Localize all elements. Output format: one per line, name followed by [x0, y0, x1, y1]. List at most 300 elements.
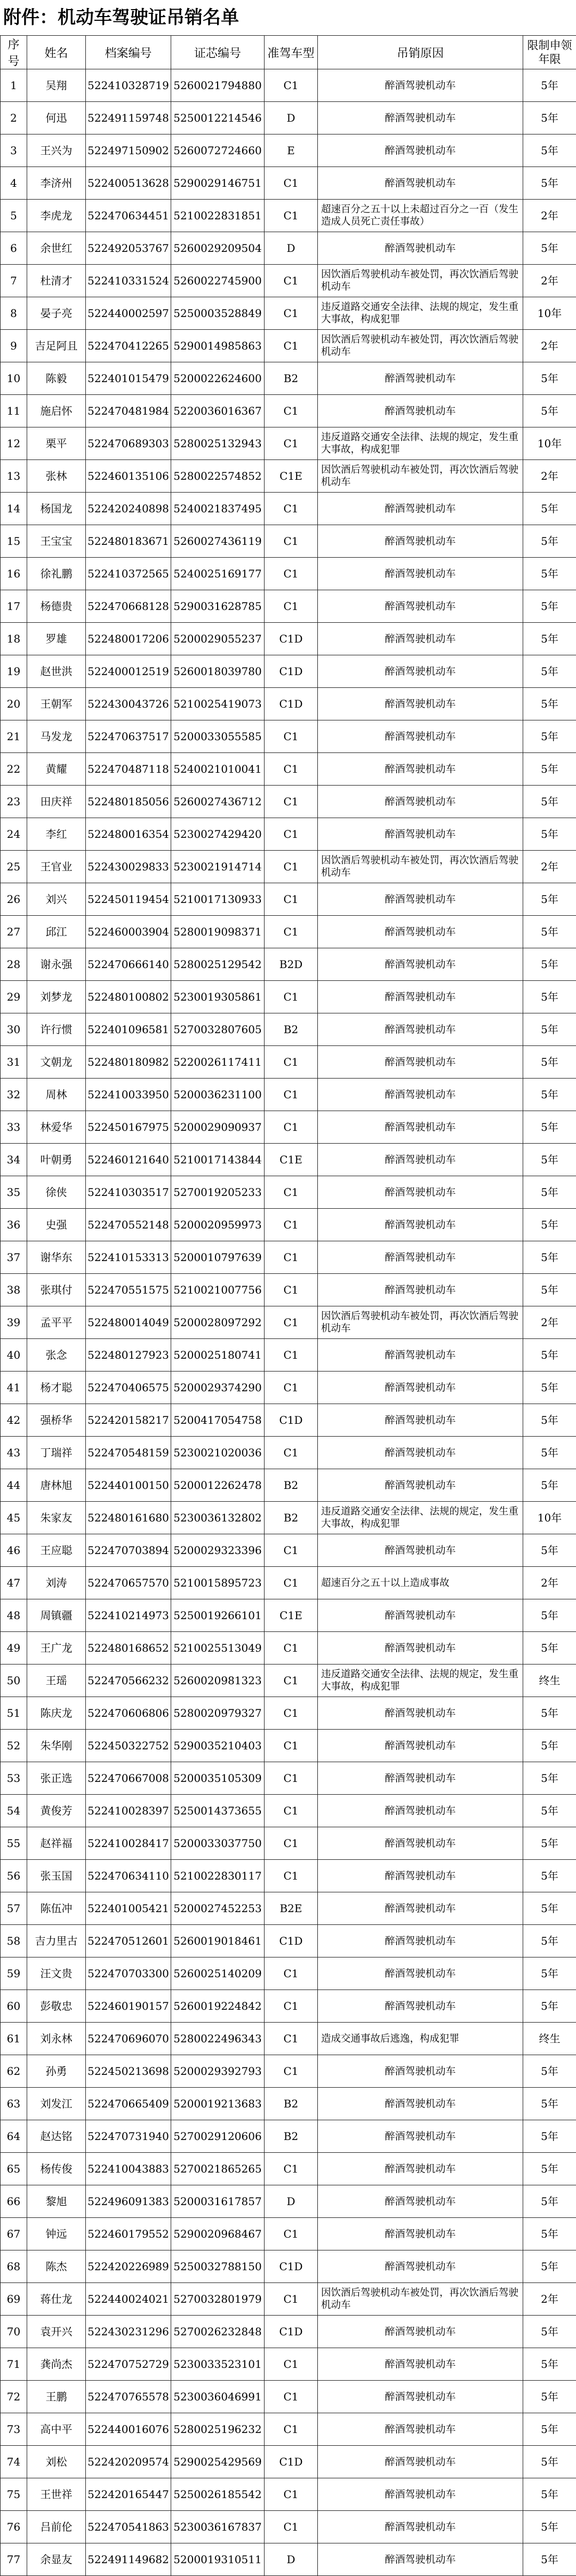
cell-limit-years: 5年 — [523, 1013, 576, 1046]
cell-seq: 50 — [1, 1665, 27, 1697]
cell-name: 杨德贵 — [27, 590, 86, 623]
cell-cert-no: 5230036046991 — [171, 2381, 265, 2413]
cell-name: 王世祥 — [27, 2478, 86, 2511]
cell-file-no: 522400513628 — [86, 167, 171, 200]
cell-name: 谢永强 — [27, 948, 86, 981]
cell-name: 王官业 — [27, 851, 86, 883]
cell-license-type: D — [265, 2543, 318, 2576]
cell-name: 刘涛 — [27, 1567, 86, 1599]
cell-cert-no: 5200035105309 — [171, 1762, 265, 1795]
table-row — [1, 2120, 576, 2153]
cell-reason: 醉酒驾驶机动车 — [318, 1860, 523, 1892]
table-row — [1, 1437, 576, 1469]
cell-license-type: C1D — [265, 1404, 318, 1437]
cell-name: 陈伍冲 — [27, 1892, 86, 1925]
cell-seq: 58 — [1, 1925, 27, 1957]
cell-name: 刘兴 — [27, 883, 86, 916]
cell-license-type: C1 — [265, 427, 318, 460]
cell-cert-no: 5210017143844 — [171, 1144, 265, 1176]
revocation-table — [0, 35, 576, 2576]
cell-file-no: 522460190157 — [86, 1990, 171, 2023]
cell-seq: 47 — [1, 1567, 27, 1599]
table-row — [1, 753, 576, 786]
cell-license-type: C1 — [265, 1046, 318, 1079]
cell-reason: 醉酒驾驶机动车 — [318, 1534, 523, 1567]
cell-limit-years: 5年 — [523, 1762, 576, 1795]
cell-name: 张琪付 — [27, 1274, 86, 1306]
cell-name: 彭敬忠 — [27, 1990, 86, 2023]
cell-license-type: C1 — [265, 1241, 318, 1274]
cell-license-type: C1 — [265, 558, 318, 590]
cell-cert-no: 5200010797639 — [171, 1241, 265, 1274]
cell-file-no: 522470412265 — [86, 330, 171, 362]
cell-reason: 违反道路交通安全法律、法规的规定，发生重大事故，构成犯罪 — [318, 297, 523, 330]
cell-seq: 33 — [1, 1111, 27, 1144]
cell-limit-years: 5年 — [523, 1209, 576, 1241]
cell-reason: 醉酒驾驶机动车 — [318, 883, 523, 916]
cell-cert-no: 5290025429569 — [171, 2446, 265, 2478]
cell-limit-years: 5年 — [523, 1534, 576, 1567]
cell-seq: 36 — [1, 1209, 27, 1241]
cell-cert-no: 5290031628785 — [171, 590, 265, 623]
cell-license-type: C1 — [265, 590, 318, 623]
cell-limit-years: 5年 — [523, 2316, 576, 2348]
cell-limit-years: 2年 — [523, 460, 576, 493]
cell-license-type: C1 — [265, 786, 318, 818]
cell-name: 徐侠 — [27, 1176, 86, 1209]
cell-license-type: E — [265, 134, 318, 167]
cell-name: 张正选 — [27, 1762, 86, 1795]
cell-file-no: 522440024021 — [86, 2283, 171, 2316]
cell-license-type: C1 — [265, 916, 318, 948]
table-row — [1, 2511, 576, 2543]
table-header-row — [1, 36, 576, 69]
cell-limit-years: 5年 — [523, 2511, 576, 2543]
cell-seq: 57 — [1, 1892, 27, 1925]
cell-reason: 醉酒驾驶机动车 — [318, 2348, 523, 2381]
cell-reason: 因饮酒后驾驶机动车被处罚，再次饮酒后驾驶机动车 — [318, 265, 523, 297]
cell-cert-no: 5230036167837 — [171, 2511, 265, 2543]
cell-name: 黎旭 — [27, 2185, 86, 2218]
cell-limit-years: 5年 — [523, 1957, 576, 1990]
cell-name: 文朝龙 — [27, 1046, 86, 1079]
table-row — [1, 558, 576, 590]
cell-seq: 10 — [1, 362, 27, 395]
table-row — [1, 720, 576, 753]
cell-license-type: C1 — [265, 2153, 318, 2185]
cell-seq: 22 — [1, 753, 27, 786]
cell-name: 马发龙 — [27, 720, 86, 753]
cell-cert-no: 5210022831851 — [171, 200, 265, 232]
cell-cert-no: 5240025169177 — [171, 558, 265, 590]
cell-file-no: 522480161680 — [86, 1502, 171, 1534]
cell-reason: 醉酒驾驶机动车 — [318, 1795, 523, 1827]
cell-limit-years: 5年 — [523, 1892, 576, 1925]
cell-seq: 74 — [1, 2446, 27, 2478]
cell-file-no: 522410372565 — [86, 558, 171, 590]
table-row — [1, 265, 576, 297]
cell-reason: 醉酒驾驶机动车 — [318, 818, 523, 851]
cell-limit-years: 5年 — [523, 493, 576, 525]
cell-reason: 醉酒驾驶机动车 — [318, 1144, 523, 1176]
cell-file-no: 522470481984 — [86, 395, 171, 427]
cell-name: 吉足阿且 — [27, 330, 86, 362]
cell-cert-no: 5210017130933 — [171, 883, 265, 916]
cell-license-type: D — [265, 102, 318, 134]
cell-license-type: C1 — [265, 883, 318, 916]
cell-name: 余显友 — [27, 2543, 86, 2576]
cell-cert-no: 5230019305861 — [171, 981, 265, 1013]
cell-cert-no: 5260029209504 — [171, 232, 265, 265]
cell-reason: 醉酒驾驶机动车 — [318, 688, 523, 720]
cell-seq: 63 — [1, 2088, 27, 2120]
cell-seq: 51 — [1, 1697, 27, 1730]
cell-license-type: C1 — [265, 1795, 318, 1827]
cell-seq: 76 — [1, 2511, 27, 2543]
cell-file-no: 522460121640 — [86, 1144, 171, 1176]
cell-name: 王兴为 — [27, 134, 86, 167]
table-row — [1, 102, 576, 134]
cell-limit-years: 5年 — [523, 623, 576, 655]
cell-reason: 违反道路交通安全法律、法规的规定，发生重大事故，构成犯罪 — [318, 1502, 523, 1534]
table-row — [1, 2055, 576, 2088]
table-row — [1, 2088, 576, 2120]
cell-seq: 52 — [1, 1730, 27, 1762]
cell-cert-no: 5240021010041 — [171, 753, 265, 786]
cell-reason: 醉酒驾驶机动车 — [318, 1990, 523, 2023]
cell-file-no: 522410303517 — [86, 1176, 171, 1209]
cell-name: 赵世洪 — [27, 655, 86, 688]
cell-file-no: 522470406575 — [86, 1372, 171, 1404]
cell-reason: 醉酒驾驶机动车 — [318, 362, 523, 395]
cell-seq: 46 — [1, 1534, 27, 1567]
cell-license-type: C1 — [265, 981, 318, 1013]
cell-name: 田庆祥 — [27, 786, 86, 818]
cell-reason: 醉酒驾驶机动车 — [318, 1372, 523, 1404]
table-row — [1, 2250, 576, 2283]
cell-file-no: 522430231296 — [86, 2316, 171, 2348]
cell-seq: 4 — [1, 167, 27, 200]
table-row — [1, 1892, 576, 1925]
cell-reason: 醉酒驾驶机动车 — [318, 525, 523, 558]
cell-limit-years: 5年 — [523, 1599, 576, 1632]
cell-name: 邱江 — [27, 916, 86, 948]
cell-cert-no: 5220036016367 — [171, 395, 265, 427]
cell-reason: 醉酒驾驶机动车 — [318, 2250, 523, 2283]
cell-reason: 醉酒驾驶机动车 — [318, 1404, 523, 1437]
cell-cert-no: 5260025140209 — [171, 1957, 265, 1990]
cell-license-type: C1 — [265, 167, 318, 200]
cell-file-no: 522480180982 — [86, 1046, 171, 1079]
cell-cert-no: 5200025180741 — [171, 1339, 265, 1372]
cell-cert-no: 5200033037750 — [171, 1827, 265, 1860]
table-row — [1, 1957, 576, 1990]
cell-seq: 37 — [1, 1241, 27, 1274]
cell-file-no: 522480183671 — [86, 525, 171, 558]
cell-license-type: C1 — [265, 1665, 318, 1697]
cell-reason: 醉酒驾驶机动车 — [318, 1892, 523, 1925]
table-row — [1, 1339, 576, 1372]
cell-file-no: 522440100150 — [86, 1469, 171, 1502]
cell-cert-no: 5280020979327 — [171, 1697, 265, 1730]
cell-file-no: 522470634451 — [86, 200, 171, 232]
cell-file-no: 522492053767 — [86, 232, 171, 265]
cell-file-no: 522497150902 — [86, 134, 171, 167]
cell-seq: 18 — [1, 623, 27, 655]
cell-file-no: 522460179552 — [86, 2218, 171, 2250]
cell-name: 吴翔 — [27, 69, 86, 102]
cell-cert-no: 5260021794880 — [171, 69, 265, 102]
cell-limit-years: 2年 — [523, 200, 576, 232]
cell-name: 孟平平 — [27, 1306, 86, 1339]
cell-reason: 醉酒驾驶机动车 — [318, 2413, 523, 2446]
cell-cert-no: 5290014985863 — [171, 330, 265, 362]
cell-cert-no: 5280025129542 — [171, 948, 265, 981]
cell-cert-no: 5210021007756 — [171, 1274, 265, 1306]
cell-limit-years: 5年 — [523, 1404, 576, 1437]
cell-limit-years: 5年 — [523, 1046, 576, 1079]
cell-license-type: C1 — [265, 2218, 318, 2250]
table-row — [1, 1241, 576, 1274]
cell-reason: 醉酒驾驶机动车 — [318, 2478, 523, 2511]
cell-license-type: C1D — [265, 1925, 318, 1957]
cell-cert-no: 5200031617857 — [171, 2185, 265, 2218]
table-row — [1, 1990, 576, 2023]
table-row — [1, 2381, 576, 2413]
table-row — [1, 460, 576, 493]
cell-name: 杨传俊 — [27, 2153, 86, 2185]
table-row — [1, 200, 576, 232]
cell-limit-years: 终生 — [523, 1665, 576, 1697]
cell-cert-no: 5220026117411 — [171, 1046, 265, 1079]
cell-name: 王广龙 — [27, 1632, 86, 1665]
cell-cert-no: 5270032801979 — [171, 2283, 265, 2316]
cell-limit-years: 5年 — [523, 2120, 576, 2153]
cell-file-no: 522420226989 — [86, 2250, 171, 2283]
cell-limit-years: 5年 — [523, 753, 576, 786]
cell-name: 李红 — [27, 818, 86, 851]
cell-file-no: 522480014049 — [86, 1306, 171, 1339]
cell-license-type: C1 — [265, 297, 318, 330]
cell-file-no: 522480168652 — [86, 1632, 171, 1665]
cell-seq: 64 — [1, 2120, 27, 2153]
cell-limit-years: 5年 — [523, 1469, 576, 1502]
cell-cert-no: 5200027452253 — [171, 1892, 265, 1925]
cell-seq: 32 — [1, 1079, 27, 1111]
cell-cert-no: 5210025419073 — [171, 688, 265, 720]
cell-seq: 9 — [1, 330, 27, 362]
cell-seq: 31 — [1, 1046, 27, 1079]
cell-name: 黄耀 — [27, 753, 86, 786]
table-row — [1, 2316, 576, 2348]
cell-cert-no: 5200029055237 — [171, 623, 265, 655]
table-row — [1, 167, 576, 200]
cell-name: 刘永林 — [27, 2023, 86, 2055]
cell-name: 汪文贵 — [27, 1957, 86, 1990]
cell-license-type: C1 — [265, 493, 318, 525]
cell-cert-no: 5250003528849 — [171, 297, 265, 330]
cell-limit-years: 5年 — [523, 1176, 576, 1209]
cell-reason: 醉酒驾驶机动车 — [318, 558, 523, 590]
cell-reason: 醉酒驾驶机动车 — [318, 69, 523, 102]
cell-cert-no: 5280025196232 — [171, 2413, 265, 2446]
cell-reason: 醉酒驾驶机动车 — [318, 1925, 523, 1957]
cell-name: 王宝宝 — [27, 525, 86, 558]
table-row — [1, 1730, 576, 1762]
cell-file-no: 522480016354 — [86, 818, 171, 851]
cell-file-no: 522401096581 — [86, 1013, 171, 1046]
cell-file-no: 522470512601 — [86, 1925, 171, 1957]
cell-limit-years: 5年 — [523, 916, 576, 948]
table-row — [1, 655, 576, 688]
cell-limit-years: 5年 — [523, 2153, 576, 2185]
cell-limit-years: 2年 — [523, 1567, 576, 1599]
cell-seq: 55 — [1, 1827, 27, 1860]
cell-cert-no: 5270021865265 — [171, 2153, 265, 2185]
cell-reason: 因饮酒后驾驶机动车被处罚，再次饮酒后驾驶机动车 — [318, 2283, 523, 2316]
cell-limit-years: 5年 — [523, 525, 576, 558]
cell-limit-years: 5年 — [523, 1372, 576, 1404]
cell-name: 栗平 — [27, 427, 86, 460]
cell-reason: 醉酒驾驶机动车 — [318, 1274, 523, 1306]
table-row — [1, 297, 576, 330]
cell-limit-years: 5年 — [523, 2478, 576, 2511]
cell-cert-no: 5240021837495 — [171, 493, 265, 525]
cell-cert-no: 5280025132943 — [171, 427, 265, 460]
cell-name: 陈毅 — [27, 362, 86, 395]
cell-file-no: 522410214973 — [86, 1599, 171, 1632]
cell-seq: 69 — [1, 2283, 27, 2316]
cell-license-type: C1 — [265, 1957, 318, 1990]
table-row — [1, 1209, 576, 1241]
cell-license-type: B2 — [265, 1502, 318, 1534]
cell-reason: 醉酒驾驶机动车 — [318, 1469, 523, 1502]
cell-name: 史强 — [27, 1209, 86, 1241]
cell-name: 张念 — [27, 1339, 86, 1372]
table-row — [1, 623, 576, 655]
table-row — [1, 395, 576, 427]
cell-reason: 醉酒驾驶机动车 — [318, 1730, 523, 1762]
cell-cert-no: 5200022624600 — [171, 362, 265, 395]
cell-seq: 48 — [1, 1599, 27, 1632]
cell-file-no: 522450213698 — [86, 2055, 171, 2088]
cell-name: 孙勇 — [27, 2055, 86, 2088]
cell-limit-years: 5年 — [523, 362, 576, 395]
cell-cert-no: 5200028097292 — [171, 1306, 265, 1339]
cell-limit-years: 5年 — [523, 1437, 576, 1469]
cell-name: 强桥华 — [27, 1404, 86, 1437]
cell-reason: 醉酒驾驶机动车 — [318, 2543, 523, 2576]
cell-cert-no: 5280019098371 — [171, 916, 265, 948]
table-row — [1, 1665, 576, 1697]
cell-limit-years: 5年 — [523, 948, 576, 981]
cell-name: 罗雄 — [27, 623, 86, 655]
cell-cert-no: 5280022496343 — [171, 2023, 265, 2055]
cell-limit-years: 2年 — [523, 330, 576, 362]
cell-file-no: 522410331524 — [86, 265, 171, 297]
cell-license-type: C1 — [265, 1762, 318, 1795]
cell-reason: 醉酒驾驶机动车 — [318, 167, 523, 200]
cell-limit-years: 2年 — [523, 1306, 576, 1339]
cell-reason: 醉酒驾驶机动车 — [318, 1827, 523, 1860]
cell-name: 刘松 — [27, 2446, 86, 2478]
cell-seq: 20 — [1, 688, 27, 720]
cell-limit-years: 5年 — [523, 395, 576, 427]
cell-seq: 71 — [1, 2348, 27, 2381]
cell-license-type: B2 — [265, 2088, 318, 2120]
cell-name: 叶朝勇 — [27, 1144, 86, 1176]
table-row — [1, 1111, 576, 1144]
cell-seq: 66 — [1, 2185, 27, 2218]
cell-cert-no: 5250026185542 — [171, 2478, 265, 2511]
cell-seq: 68 — [1, 2250, 27, 2283]
cell-reason: 醉酒驾驶机动车 — [318, 1632, 523, 1665]
cell-seq: 30 — [1, 1013, 27, 1046]
cell-cert-no: 5250014373655 — [171, 1795, 265, 1827]
cell-reason: 醉酒驾驶机动车 — [318, 2511, 523, 2543]
cell-file-no: 522470606806 — [86, 1697, 171, 1730]
cell-seq: 16 — [1, 558, 27, 590]
cell-reason: 违反道路交通安全法律、法规的规定，发生重大事故，构成犯罪 — [318, 1665, 523, 1697]
cell-limit-years: 2年 — [523, 2283, 576, 2316]
cell-reason: 醉酒驾驶机动车 — [318, 786, 523, 818]
cell-seq: 38 — [1, 1274, 27, 1306]
cell-reason: 超速百分之五十以上未超过百分之一百（发生造成人员死亡责任事故） — [318, 200, 523, 232]
cell-reason: 醉酒驾驶机动车 — [318, 2218, 523, 2250]
table-row — [1, 134, 576, 167]
cell-license-type: B2 — [265, 362, 318, 395]
cell-name: 杜清才 — [27, 265, 86, 297]
cell-cert-no: 5230021914714 — [171, 851, 265, 883]
table-row — [1, 69, 576, 102]
cell-seq: 17 — [1, 590, 27, 623]
cell-seq: 40 — [1, 1339, 27, 1372]
cell-seq: 26 — [1, 883, 27, 916]
cell-limit-years: 5年 — [523, 1632, 576, 1665]
cell-license-type: C1 — [265, 265, 318, 297]
cell-limit-years: 5年 — [523, 2543, 576, 2576]
cell-file-no: 522470689303 — [86, 427, 171, 460]
cell-seq: 70 — [1, 2316, 27, 2348]
cell-file-no: 522470552148 — [86, 1209, 171, 1241]
cell-file-no: 522410028417 — [86, 1827, 171, 1860]
cell-limit-years: 5年 — [523, 1860, 576, 1892]
cell-seq: 15 — [1, 525, 27, 558]
table-row — [1, 1632, 576, 1665]
cell-limit-years: 5年 — [523, 2348, 576, 2381]
cell-seq: 65 — [1, 2153, 27, 2185]
table-row — [1, 1176, 576, 1209]
header-reason: 吊销原因 — [318, 36, 523, 69]
cell-license-type: C1D — [265, 2316, 318, 2348]
cell-reason: 醉酒驾驶机动车 — [318, 2185, 523, 2218]
cell-limit-years: 5年 — [523, 232, 576, 265]
cell-limit-years: 5年 — [523, 720, 576, 753]
cell-seq: 34 — [1, 1144, 27, 1176]
cell-seq: 77 — [1, 2543, 27, 2576]
cell-seq: 12 — [1, 427, 27, 460]
cell-file-no: 522470665409 — [86, 2088, 171, 2120]
cell-reason: 醉酒驾驶机动车 — [318, 1241, 523, 1274]
cell-license-type: C1D — [265, 2446, 318, 2478]
cell-limit-years: 5年 — [523, 688, 576, 720]
cell-seq: 72 — [1, 2381, 27, 2413]
cell-name: 王朝军 — [27, 688, 86, 720]
cell-name: 李虎龙 — [27, 200, 86, 232]
cell-limit-years: 5年 — [523, 1697, 576, 1730]
cell-file-no: 522496091383 — [86, 2185, 171, 2218]
cell-file-no: 522430043726 — [86, 688, 171, 720]
